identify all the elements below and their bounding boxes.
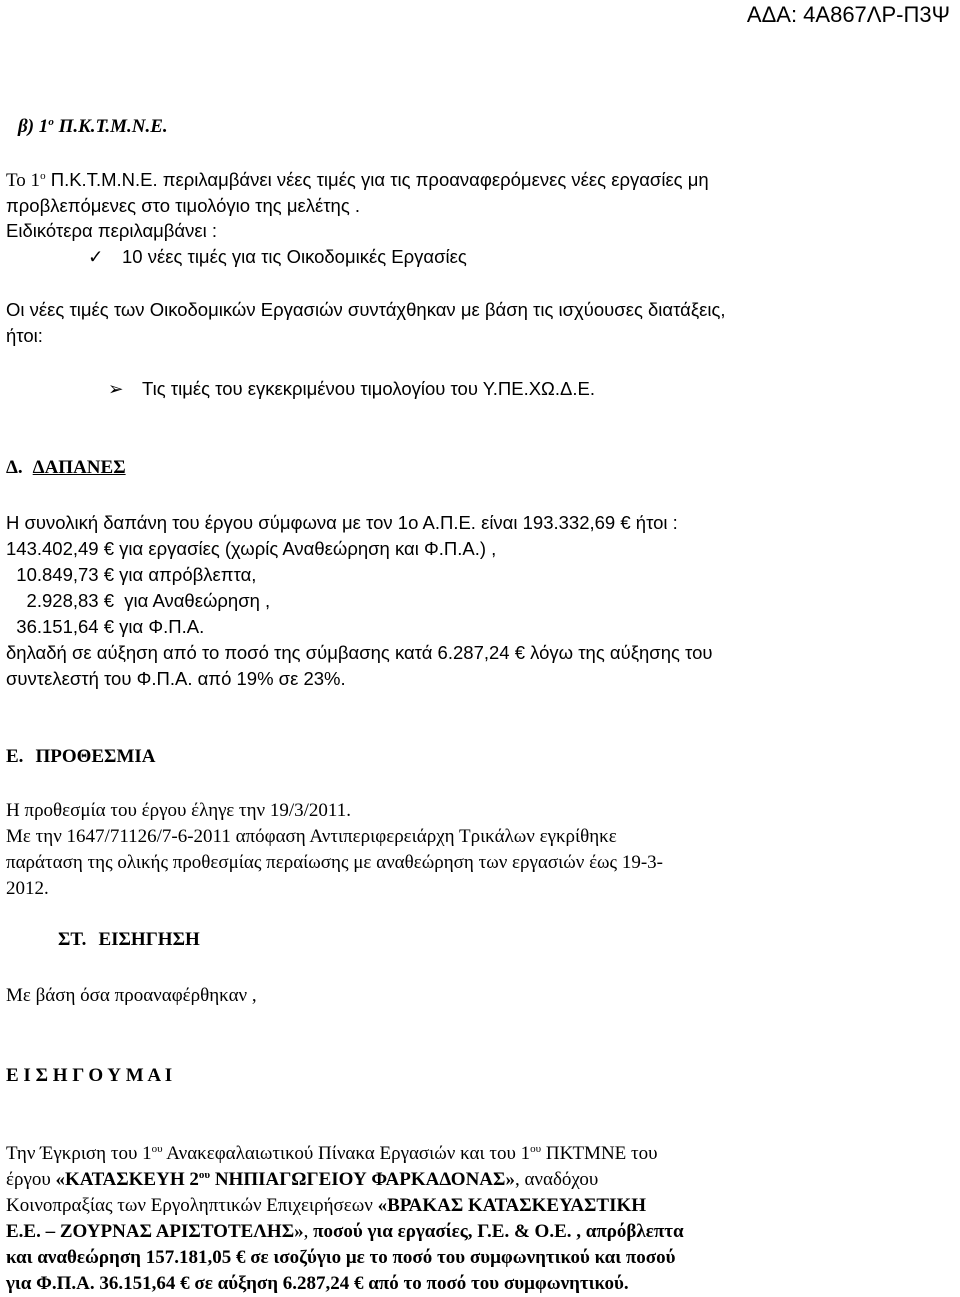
- expense-line-1: Η συνολική δαπάνη του έργου σύμφωνα με τον 1ο Α.Π.Ε. είναι 193.332,69 € ήτοι :: [6, 512, 678, 533]
- section-b-line-5: ήτοι:: [6, 325, 43, 346]
- recommendation-line-2: έργου «ΚΑΤΑΣΚΕΥΗ $2^{o\upsilon}$ ΝΗΠΙΑΓΩΓΕΙΟΥ ΦΑΡΚΑΔΟΝΑΣ», αναδόχου: [6, 1169, 599, 1190]
- section-st-heading: ΣΤ. ΕΙΣΗΓΗΣΗ: [58, 929, 200, 950]
- deadline-line-3: παράταση της ολικής προθεσμίας περαίωσης με αναθεώρηση των εργασιών έως 19-3-: [6, 852, 663, 873]
- propose-heading: Ε Ι Σ Η Γ Ο Υ Μ Α Ι: [6, 1065, 173, 1086]
- expense-line-2: 143.402,49 € για εργασίες (χωρίς Αναθεώρηση και Φ.Π.Α.) ,: [6, 538, 497, 559]
- expense-line-6: δηλαδή σε αύξηση από το ποσό της σύμβασης κατά 6.287,24 € λόγω της αύξησης του: [6, 642, 713, 663]
- arrow-icon: ➢: [108, 378, 124, 399]
- arrow-list-item: ➢ Τις τιμές του εγκεκριμένου τιμολογίου του Υ.ΠΕ.ΧΩ.Δ.Ε.: [108, 376, 595, 402]
- expense-line-7: συντελεστή του Φ.Π.Α. από 19% σε 23%.: [6, 668, 346, 689]
- expense-line-5: 36.151,64 € για Φ.Π.Α.: [6, 616, 205, 637]
- section-b-line-3: Ειδικότερα περιλαμβάνει :: [6, 220, 218, 241]
- deadline-line-4: 2012.: [6, 878, 49, 899]
- section-b-heading: β) $1^o$ Π.Κ.Τ.Μ.Ν.Ε.: [18, 116, 168, 137]
- section-d-heading: Δ. ΔΑΠΑΝΕΣ: [6, 457, 126, 478]
- recommendation-line-4: Ε.Ε. – ΖΟΥΡΝΑΣ ΑΡΙΣΤΟΤΕΛΗΣ», ποσού για εργασίες, Γ.Ε. & Ο.Ε. , απρόβλεπτα: [6, 1221, 684, 1242]
- section-e-heading: Ε. ΠΡΟΘΕΣΜΙΑ: [6, 746, 156, 767]
- deadline-line-2: Με την 1647/71126/7-6-2011 απόφαση Αντιπεριφερειάρχη Τρικάλων εγκρίθηκε: [6, 826, 617, 847]
- check-list-item: ✓ 10 νέες τιμές για τις Οικοδομικές Εργασίες: [88, 244, 467, 270]
- ada-code: ΑΔΑ: 4Α867ΛΡ-Π3Ψ: [746, 2, 950, 27]
- recommendation-line-1: Την Έγκριση του $1^{o\upsilon}$ Ανακεφαλαιωτικού Πίνακα Εργασιών και του $1^{o\upsilon}$ ΠΚΤΜΝΕ του: [6, 1143, 658, 1164]
- recommendation-line-6: για Φ.Π.Α. 36.151,64 € σε αύξηση 6.287,24 € από το ποσό του συμφωνητικού.: [6, 1273, 629, 1294]
- check-icon: ✓: [88, 246, 104, 267]
- section-b-line-4: Οι νέες τιμές των Οικοδομικών Εργασιών συντάχθηκαν με βάση τις ισχύουσες διατάξεις,: [6, 299, 726, 320]
- deadline-line-1: Η προθεσμία του έργου έληγε την 19/3/2011.: [6, 800, 351, 821]
- expense-line-3: 10.849,73 € για απρόβλεπτα,: [6, 564, 257, 585]
- recommendation-line-3: Κοινοπραξίας των Εργοληπτικών Επιχειρήσεων «ΒΡΑΚΑΣ ΚΑΤΑΣΚΕΥΑΣΤΙΚΗ: [6, 1195, 647, 1216]
- section-b-line-2: προβλεπόμενες στο τιμολόγιο της μελέτης .: [6, 195, 361, 216]
- recommendation-line-5: και αναθεώρηση 157.181,05 € σε ισοζύγιο με το ποσό του συμφωνητικού και ποσού: [6, 1247, 676, 1268]
- recommendation-intro: Με βάση όσα προαναφέρθηκαν ,: [6, 985, 257, 1006]
- section-b-line-1: Το $1^o$ Π.Κ.Τ.Μ.Ν.Ε. περιλαμβάνει νέες τιμές για τις προαναφερόμενες νέες εργασίες μη: [6, 169, 709, 191]
- expense-line-4: 2.928,83 € για Αναθεώρηση ,: [6, 590, 271, 611]
